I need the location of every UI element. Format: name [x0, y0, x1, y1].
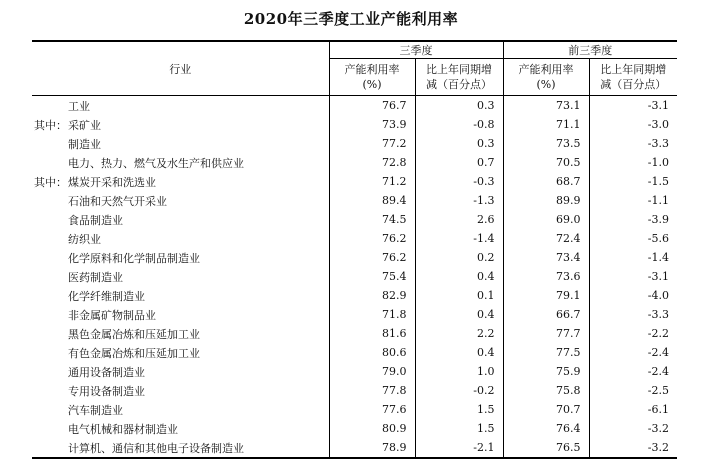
q3-rate-cell: 77.8 [329, 381, 415, 400]
q3-yoy-cell: 1.5 [415, 400, 503, 419]
row-name: 化学原料和化学制品制造业 [68, 251, 200, 265]
row-name-cell [32, 134, 329, 153]
row-name-cell [32, 324, 329, 343]
f3-yoy-cell: -3.9 [589, 210, 677, 229]
table-row [32, 324, 677, 343]
q3-yoy-cell: 0.4 [415, 305, 503, 324]
row-name-cell [32, 191, 329, 210]
q3-rate-cell: 76.2 [329, 229, 415, 248]
f3-rate-cell: 73.4 [503, 248, 589, 267]
q3-yoy-cell: 1.5 [415, 419, 503, 438]
f3-yoy-cell: -1.0 [589, 153, 677, 172]
f3-yoy-cell: -4.0 [589, 286, 677, 305]
row-name-cell [32, 96, 329, 116]
f3-rate-cell: 73.1 [503, 96, 589, 116]
row-name: 工业 [68, 99, 90, 113]
row-name-cell [32, 362, 329, 381]
q3-rate-cell: 71.8 [329, 305, 415, 324]
row-name-cell [32, 305, 329, 324]
row-name-cell [32, 153, 329, 172]
header-q3-rate [329, 59, 415, 96]
f3-rate-cell: 76.4 [503, 419, 589, 438]
row-name: 纺织业 [68, 232, 101, 246]
row-name-cell [32, 286, 329, 305]
row-name: 计算机、通信和其他电子设备制造业 [68, 441, 244, 455]
q3-yoy-cell: -1.4 [415, 229, 503, 248]
q3-rate-cell: 72.8 [329, 153, 415, 172]
table-row [32, 191, 677, 210]
f3-rate-cell: 68.7 [503, 172, 589, 191]
f3-yoy-cell: -3.0 [589, 115, 677, 134]
f3-rate-cell: 70.5 [503, 153, 589, 172]
row-prefix: 其中： [34, 175, 67, 189]
q3-rate-cell: 77.2 [329, 134, 415, 153]
table-row [32, 362, 677, 381]
row-name: 有色金属冶炼和压延加工业 [68, 346, 200, 360]
f3-rate-cell: 77.7 [503, 324, 589, 343]
f3-yoy-cell: -6.1 [589, 400, 677, 419]
q3-rate-cell: 79.0 [329, 362, 415, 381]
header-rate-line1: 产能利用率 [344, 63, 400, 76]
header-yoy-line2: 减（百分点） [426, 78, 492, 91]
row-name-cell [32, 210, 329, 229]
q3-yoy-cell: -1.3 [415, 191, 503, 210]
q3-rate-cell: 76.7 [329, 96, 415, 116]
table-row [32, 210, 677, 229]
row-name-cell [32, 172, 329, 191]
q3-rate-cell: 75.4 [329, 267, 415, 286]
row-name: 医药制造业 [68, 270, 123, 284]
f3-rate-cell: 69.0 [503, 210, 589, 229]
q3-rate-cell: 76.2 [329, 248, 415, 267]
f3-rate-cell: 70.7 [503, 400, 589, 419]
row-name-cell [32, 267, 329, 286]
header-yoy-line2: 减（百分点） [600, 78, 667, 91]
row-name: 煤炭开采和洗选业 [68, 175, 156, 189]
f3-yoy-cell: -3.3 [589, 134, 677, 153]
header-yoy-line1: 比上年同期增 [426, 63, 492, 76]
f3-yoy-cell: -2.4 [589, 362, 677, 381]
row-name: 采矿业 [68, 118, 101, 132]
header-rate-line2: (%) [536, 78, 556, 91]
table-row [32, 286, 677, 305]
q3-yoy-cell: 0.3 [415, 134, 503, 153]
f3-rate-cell: 73.6 [503, 267, 589, 286]
table-row [32, 153, 677, 172]
q3-rate-cell: 78.9 [329, 438, 415, 458]
q3-yoy-cell: -0.8 [415, 115, 503, 134]
row-name: 汽车制造业 [68, 403, 123, 417]
f3-rate-cell: 89.9 [503, 191, 589, 210]
q3-yoy-cell: -0.2 [415, 381, 503, 400]
row-name: 黑色金属冶炼和压延加工业 [68, 327, 200, 341]
row-name-cell [32, 115, 329, 134]
row-name: 专用设备制造业 [68, 384, 145, 398]
row-name: 石油和天然气开采业 [68, 194, 167, 208]
row-name: 食品制造业 [68, 213, 123, 227]
table-body [32, 96, 677, 459]
table-row [32, 248, 677, 267]
q3-yoy-cell: 0.7 [415, 153, 503, 172]
table-row [32, 438, 677, 458]
row-name-cell [32, 438, 329, 458]
row-name: 电力、热力、燃气及水生产和供应业 [68, 156, 244, 170]
q3-rate-cell: 71.2 [329, 172, 415, 191]
row-name-cell [32, 248, 329, 267]
f3-yoy-cell: -2.5 [589, 381, 677, 400]
f3-rate-cell: 71.1 [503, 115, 589, 134]
f3-rate-cell: 76.5 [503, 438, 589, 458]
table-title: 2020年三季度工业产能利用率 [243, 10, 459, 28]
q3-yoy-cell: 0.4 [415, 343, 503, 362]
q3-yoy-cell: 1.0 [415, 362, 503, 381]
row-name-cell [32, 400, 329, 419]
row-name: 制造业 [68, 137, 101, 151]
table-row [32, 381, 677, 400]
f3-yoy-cell: -3.2 [589, 438, 677, 458]
header-yoy-line1: 比上年同期增 [600, 63, 667, 76]
f3-yoy-cell: -1.1 [589, 191, 677, 210]
q3-rate-cell: 80.6 [329, 343, 415, 362]
row-name: 非金属矿物制品业 [68, 308, 156, 322]
f3-yoy-cell: -2.4 [589, 343, 677, 362]
f3-rate-cell: 77.5 [503, 343, 589, 362]
q3-yoy-cell: -2.1 [415, 438, 503, 458]
q3-rate-cell: 74.5 [329, 210, 415, 229]
table-row [32, 229, 677, 248]
header-f3-rate [503, 59, 589, 96]
f3-rate-cell: 72.4 [503, 229, 589, 248]
table-row [32, 267, 677, 286]
f3-rate-cell: 75.9 [503, 362, 589, 381]
table-row [32, 400, 677, 419]
f3-yoy-cell: -5.6 [589, 229, 677, 248]
f3-yoy-cell: -2.2 [589, 324, 677, 343]
q3-yoy-cell: 2.6 [415, 210, 503, 229]
row-name: 通用设备制造业 [68, 365, 145, 379]
header-f3-yoy [589, 59, 677, 96]
table-row [32, 343, 677, 362]
q3-yoy-cell: -0.3 [415, 172, 503, 191]
row-name-cell [32, 343, 329, 362]
table-row [32, 305, 677, 324]
f3-yoy-cell: -1.4 [589, 248, 677, 267]
f3-yoy-cell: -3.2 [589, 419, 677, 438]
f3-yoy-cell: -3.1 [589, 96, 677, 116]
q3-yoy-cell: 0.3 [415, 96, 503, 116]
f3-rate-cell: 66.7 [503, 305, 589, 324]
f3-yoy-cell: -3.3 [589, 305, 677, 324]
header-first-three-quarters: 前三季度 [503, 41, 677, 59]
header-industry: 行业 [32, 41, 329, 96]
row-name-cell [32, 419, 329, 438]
row-name-cell [32, 229, 329, 248]
header-rate-line2: (%) [362, 78, 382, 91]
row-name: 化学纤维制造业 [68, 289, 145, 303]
q3-rate-cell: 77.6 [329, 400, 415, 419]
row-name: 电气机械和器材制造业 [68, 422, 178, 436]
table-row [32, 115, 677, 134]
q3-rate-cell: 80.9 [329, 419, 415, 438]
q3-yoy-cell: 0.2 [415, 248, 503, 267]
capacity-utilization-table [32, 40, 677, 459]
table-row [32, 134, 677, 153]
header-rate-line1: 产能利用率 [518, 63, 574, 76]
q3-rate-cell: 89.4 [329, 191, 415, 210]
q3-yoy-cell: 2.2 [415, 324, 503, 343]
header-q3-yoy [415, 59, 503, 96]
q3-rate-cell: 73.9 [329, 115, 415, 134]
header-q3: 三季度 [329, 41, 503, 59]
table-row [32, 96, 677, 116]
f3-rate-cell: 73.5 [503, 134, 589, 153]
f3-rate-cell: 79.1 [503, 286, 589, 305]
q3-rate-cell: 81.6 [329, 324, 415, 343]
q3-rate-cell: 82.9 [329, 286, 415, 305]
row-prefix: 其中： [34, 118, 67, 132]
f3-yoy-cell: -3.1 [589, 267, 677, 286]
q3-yoy-cell: 0.4 [415, 267, 503, 286]
table-row [32, 419, 677, 438]
row-name-cell [32, 381, 329, 400]
table-row [32, 172, 677, 191]
f3-rate-cell: 75.8 [503, 381, 589, 400]
f3-yoy-cell: -1.5 [589, 172, 677, 191]
q3-yoy-cell: 0.1 [415, 286, 503, 305]
